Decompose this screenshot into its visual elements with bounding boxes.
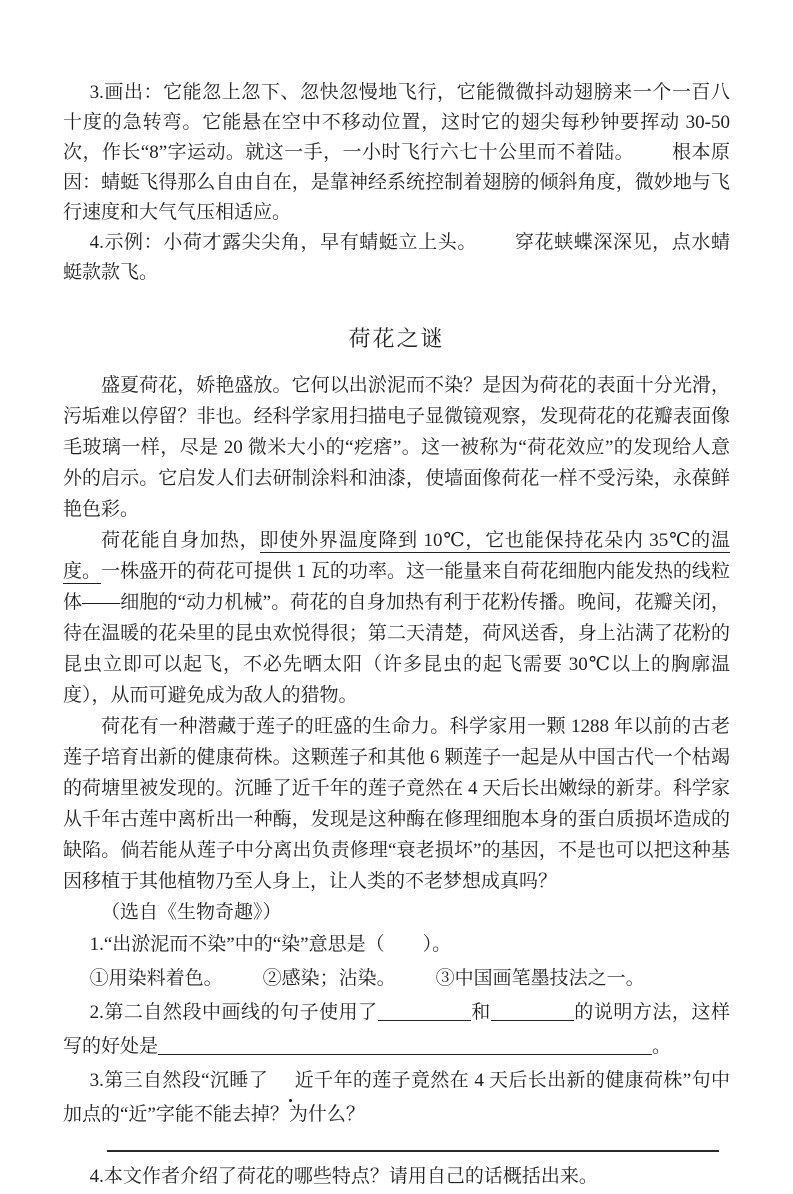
answer-3-root-cause: 根本原因：蜻蜓飞得那么自由自在，是靠神经系统控制着翅膀的倾斜角度，微妙地与飞行速度和大气气压相适应。 (63, 142, 730, 223)
answer-item-3 (63, 78, 730, 228)
answer-blank-2 (491, 1006, 574, 1021)
answer-item-4 (63, 228, 730, 288)
paragraph-2-lead: 荷花能自身加热， (101, 530, 260, 551)
passage-title: 荷花之谜 (348, 326, 445, 351)
question-1-options (63, 962, 730, 996)
question-2 (63, 996, 730, 1064)
question-3-rest: 千年的莲子竟然在 4 天后长出新的健康荷株”句中加点的“近”字能不能去掉？为什么？ (63, 1070, 731, 1125)
answer-4-poem-line-2: 穿花蛱蝶深深见，点水蜻蜓款款飞。 (63, 232, 730, 283)
paragraph-2-rest: 一株盛开的荷花可提供 1 瓦的功率。这一能量来自荷花细胞内能发热的线粒体——细胞的“动力机械”。荷花的自身加热有利于花粉传播。晚间，花瓣关闭，待在温暖的花朵里的昆虫欢悦得很；第二天清楚，荷风送香，身上沾满了花粉的昆虫立即可以起飞，不必先晒太阳（许多昆虫的起飞需要 30℃以上的胸廓温度），从而可避免成为敌人的猎物。 (63, 561, 730, 706)
passage-paragraph-2 (63, 525, 730, 711)
option-3: ③中国画笔墨技法之一。 (435, 968, 645, 989)
question-2-conjunction: 和 (470, 1002, 491, 1023)
question-2-mid: 的说明方法，这样写的好处是 (63, 1002, 730, 1057)
answers-section (63, 78, 730, 288)
passage-paragraph-3: 荷花有一种潜藏于莲子的旺盛的生命力。科学家用一颗 1288 年以前的古老莲子培育出新的健康荷株。这颗莲子和其他 6 颗莲子一起是从中国古代一个枯竭的荷塘里被发现的。沉睡了近千年的莲子竟然在 4 天后长出嫩绿的新芽。科学家从千年古莲中离析出一种酶，发现是这种酶在修理细胞本身的蛋白质损坏造成的缺陷。倘若能从莲子中分离出负责修理“衰老损坏”的基因，不是也可以把这种基因移植于其他植物乃至人身上，让人类的不老梦想成真吗？ (63, 716, 730, 892)
questions-section (63, 928, 730, 1194)
passage-section (63, 324, 730, 928)
underlined-sentence: 即使外界温度降到 10℃，它也能保持花朵内 35℃的温度。 (63, 530, 730, 582)
answer-blank-1 (378, 1006, 471, 1021)
question-3-dotted-char: 近 (268, 1064, 314, 1098)
source-attribution: （选自《生物奇趣》） (101, 902, 282, 923)
question-4: 4.本文作者介绍了荷花的哪些特点？请用自己的话概括出来。 (89, 1166, 598, 1187)
question-1: 1.“出淤泥而不染”中的“染”意思是（ ）。 (89, 934, 452, 955)
option-2: ②感染；沾染。 (262, 968, 396, 989)
question-2-period: 。 (652, 1036, 672, 1057)
question-3-lead: 3.第三自然段“沉睡了 (89, 1070, 269, 1091)
option-1: ①用染料着色。 (89, 968, 223, 989)
passage-paragraph-1: 盛夏荷花，娇艳盛放。它何以出淤泥而不染？是因为荷花的表面十分光滑，污垢难以停留？非也。经科学家用扫描电子显微镜观察，发现荷花的花瓣表面像毛玻璃一样，尽是 20 微米大小的“疙瘩”。这一被称为“荷花效应”的发现给人意外的启示。它启发人们去研制涂料和油漆，使墙面像荷花一样不受污染，永葆鲜艳色彩。 (63, 375, 730, 520)
question-2-lead: 2.第二自然段中画线的句子使用了 (89, 1002, 378, 1023)
answer-writing-line (107, 1150, 719, 1152)
answer-4-poem-line-1: 4.示例：小荷才露尖尖角，早有蜻蜓立上头。 (89, 232, 477, 253)
question-3 (63, 1064, 730, 1132)
answer-blank-3 (158, 1040, 652, 1055)
answer-3-pictured-sentences: 3.画出：它能忽上忽下、忽快忽慢地飞行，它能微微抖动翅膀来一个一百八十度的急转弯。它能悬在空中不移动位置，这时它的翅尖每秒钟要挥动 30-50 次，作长“8”字运动。就这一手，一小时飞行六七十公里而不着陆。 (63, 82, 730, 163)
